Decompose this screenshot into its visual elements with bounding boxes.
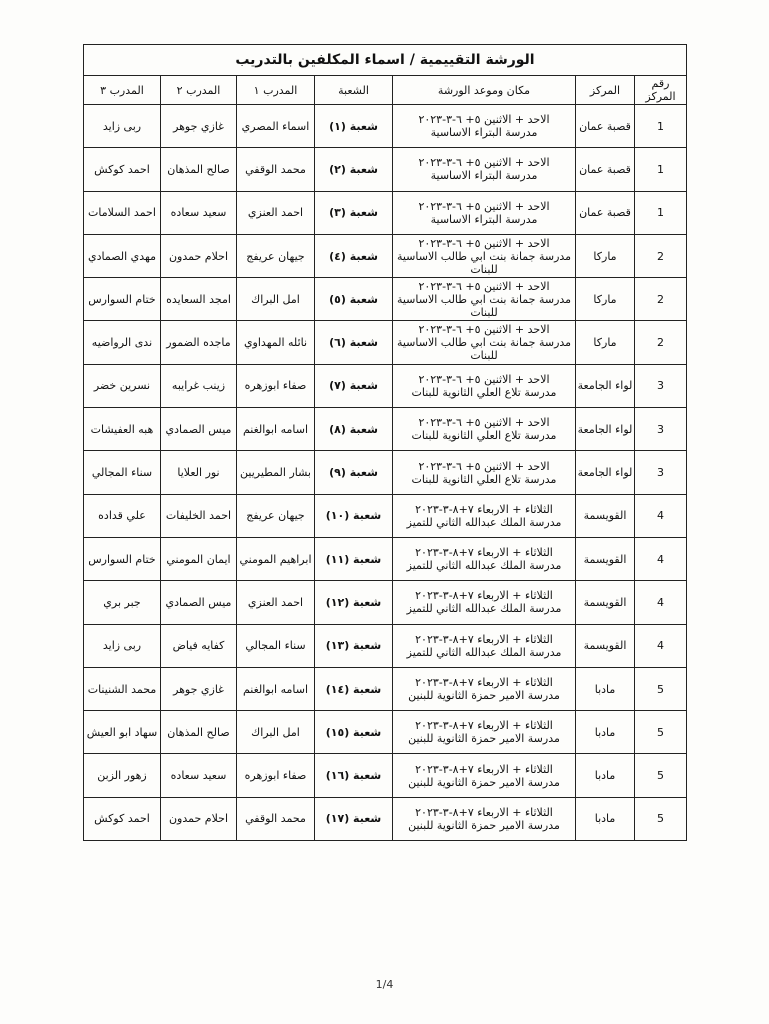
workshop-date: الثلاثاء + الاربعاء ٧+٨-٣-٢٠٢٣ xyxy=(415,502,553,516)
section-cell: شعبة (١٧) xyxy=(315,797,393,840)
center-number-cell: 4 xyxy=(635,494,687,537)
center-number-cell: 4 xyxy=(635,581,687,624)
trainer-1-cell: امل البراك xyxy=(237,278,315,321)
center-number-cell: 5 xyxy=(635,797,687,840)
trainer-3-cell: جبر بري xyxy=(83,581,160,624)
workshop-date: الثلاثاء + الاربعاء ٧+٨-٣-٢٠٢٣ xyxy=(415,676,553,689)
trainer-3-cell: سناء المجالي xyxy=(83,451,160,494)
center-cell: مادبا xyxy=(576,754,635,797)
trainer-2-cell: سعيد سعاده xyxy=(161,191,237,234)
trainer-2-cell: غازي جوهر xyxy=(161,667,237,710)
table-row xyxy=(83,278,686,321)
header-center-no: رقم المركز xyxy=(635,76,687,105)
workshop-school: مدرسة البتراء الاساسية xyxy=(430,169,538,183)
table-title: الورشة التقييمية / اسماء المكلفين بالتدريب xyxy=(83,45,686,76)
center-number-cell: 2 xyxy=(635,278,687,321)
table-row xyxy=(83,537,686,580)
workshop-date: الاحد + الاثنين ٥+ ٦-٣-٢٠٢٣ xyxy=(418,199,550,213)
place-cell xyxy=(393,494,576,537)
section-cell: شعبة (٨) xyxy=(315,408,393,451)
workshop-date: الاحد + الاثنين ٥+ ٦-٣-٢٠٢٣ xyxy=(418,459,550,473)
trainer-2-cell: زينب غرايبه xyxy=(161,364,237,407)
trainer-3-cell: علي قداده xyxy=(83,494,160,537)
workshop-school: مدرسة جمانة بنت ابي طالب الاساسية للبنات xyxy=(396,292,572,319)
section-cell: شعبة (١٥) xyxy=(315,711,393,754)
center-cell: مادبا xyxy=(576,667,635,710)
trainer-2-cell: نور العلايا xyxy=(161,451,237,494)
trainer-3-cell: ندى الرواضيه xyxy=(83,321,160,364)
center-number-cell: 3 xyxy=(635,364,687,407)
trainer-1-cell: احمد العنزي xyxy=(237,191,315,234)
section-cell: شعبة (١٠) xyxy=(315,494,393,537)
trainer-2-cell: صالح المذهان xyxy=(161,148,237,191)
workshop-school: مدرسة البتراء الاساسية xyxy=(430,126,538,140)
trainer-1-cell: نائله المهداوي xyxy=(237,321,315,364)
place-cell xyxy=(393,191,576,234)
table-row xyxy=(83,624,686,667)
place-cell xyxy=(393,321,576,364)
header-trainer-1: المدرب ١ xyxy=(237,76,315,105)
trainer-2-cell: صالح المذهان xyxy=(161,711,237,754)
trainer-2-cell: ماجده الضمور xyxy=(161,321,237,364)
table-row xyxy=(83,754,686,797)
workshop-date: الاحد + الاثنين ٥+ ٦-٣-٢٠٢٣ xyxy=(418,372,550,386)
workshop-school: مدرسة الملك عبدالله الثاني للتميز xyxy=(406,645,562,659)
table-row xyxy=(83,494,686,537)
center-cell: ماركا xyxy=(576,278,635,321)
place-cell xyxy=(393,624,576,667)
workshop-date: الاحد + الاثنين ٥+ ٦-٣-٢٠٢٣ xyxy=(418,279,550,293)
section-cell: شعبة (٤) xyxy=(315,234,393,277)
table-row xyxy=(83,711,686,754)
center-number-cell: 3 xyxy=(635,451,687,494)
trainer-3-cell: ختام السوارس xyxy=(83,537,160,580)
section-cell: شعبة (١٢) xyxy=(315,581,393,624)
workshop-school: مدرسة جمانة بنت ابي طالب الاساسية للبنات xyxy=(396,336,572,363)
place-cell xyxy=(393,581,576,624)
document-sheet xyxy=(84,44,687,841)
workshop-school: مدرسة الامير حمزة الثانوية للبنين xyxy=(408,775,560,789)
trainer-1-cell: جيهان عريفج xyxy=(237,234,315,277)
center-cell: مادبا xyxy=(576,711,635,754)
place-cell xyxy=(393,278,576,321)
trainer-1-cell: جيهان عريفج xyxy=(237,494,315,537)
workshop-school: مدرسة جمانة بنت ابي طالب الاساسية للبنات xyxy=(396,249,572,276)
center-number-cell: 5 xyxy=(635,711,687,754)
center-number-cell: 1 xyxy=(635,148,687,191)
trainer-3-cell: زهور الزبن xyxy=(83,754,160,797)
trainer-3-cell: ربى زايد xyxy=(83,105,160,148)
center-cell: ماركا xyxy=(576,234,635,277)
trainer-3-cell: سهاد ابو العيش xyxy=(83,711,160,754)
trainer-3-cell: احمد كوكش xyxy=(83,148,160,191)
table-body xyxy=(83,105,686,841)
workshop-date: الثلاثاء + الاربعاء ٧+٨-٣-٢٠٢٣ xyxy=(415,546,553,560)
header-trainer-2: المدرب ٢ xyxy=(161,76,237,105)
center-number-cell: 5 xyxy=(635,667,687,710)
section-cell: شعبة (٩) xyxy=(315,451,393,494)
workshop-school: مدرسة الملك عبدالله الثاني للتميز xyxy=(406,559,562,573)
workshop-date: الاحد + الاثنين ٥+ ٦-٣-٢٠٢٣ xyxy=(418,416,550,430)
center-number-cell: 1 xyxy=(635,105,687,148)
table-row xyxy=(83,148,686,191)
table-row xyxy=(83,105,686,148)
center-cell: القويسمة xyxy=(576,537,635,580)
section-cell: شعبة (٣) xyxy=(315,191,393,234)
center-cell: القويسمة xyxy=(576,494,635,537)
place-cell xyxy=(393,797,576,840)
center-cell: لواء الجامعة xyxy=(576,451,635,494)
table-row xyxy=(83,581,686,624)
workshop-date: الاحد + الاثنين ٥+ ٦-٣-٢٠٢٣ xyxy=(418,236,550,250)
center-number-cell: 1 xyxy=(635,191,687,234)
trainer-1-cell: محمد الوقفي xyxy=(237,797,315,840)
center-cell: القويسمة xyxy=(576,581,635,624)
trainer-1-cell: امل البراك xyxy=(237,711,315,754)
workshop-date: الثلاثاء + الاربعاء ٧+٨-٣-٢٠٢٣ xyxy=(415,589,553,603)
trainer-1-cell: اسامه ابوالغنم xyxy=(237,408,315,451)
section-cell: شعبة (١٦) xyxy=(315,754,393,797)
header-center: المركز xyxy=(576,76,635,105)
workshop-date: الاحد + الاثنين ٥+ ٦-٣-٢٠٢٣ xyxy=(418,113,550,127)
trainer-3-cell: ختام السوارس xyxy=(83,278,160,321)
center-number-cell: 5 xyxy=(635,754,687,797)
trainer-2-cell: كفايه فياض xyxy=(161,624,237,667)
workshop-date: الثلاثاء + الاربعاء ٧+٨-٣-٢٠٢٣ xyxy=(415,719,553,733)
trainer-1-cell: ابراهيم المومني xyxy=(237,537,315,580)
workshop-date: الاحد + الاثنين ٥+ ٦-٣-٢٠٢٣ xyxy=(418,323,550,337)
trainer-2-cell: امجد السعايده xyxy=(161,278,237,321)
trainer-1-cell: سناء المجالي xyxy=(237,624,315,667)
place-cell xyxy=(393,105,576,148)
table-row xyxy=(83,321,686,364)
page-number: 1/4 xyxy=(375,978,394,991)
center-cell: قصبة عمان xyxy=(576,191,635,234)
trainer-3-cell: محمد الشنينات xyxy=(83,667,160,710)
center-cell: القويسمة xyxy=(576,624,635,667)
trainer-2-cell: ايمان المومني xyxy=(161,537,237,580)
place-cell xyxy=(393,451,576,494)
table-row xyxy=(83,364,686,407)
place-cell xyxy=(393,537,576,580)
header-section: الشعبة xyxy=(315,76,393,105)
workshop-date: الاحد + الاثنين ٥+ ٦-٣-٢٠٢٣ xyxy=(418,156,550,170)
table-row xyxy=(83,408,686,451)
header-row xyxy=(83,76,686,105)
place-cell xyxy=(393,408,576,451)
workshop-school: مدرسة البتراء الاساسية xyxy=(430,212,538,226)
table-row xyxy=(83,234,686,277)
trainer-2-cell: ميس الصمادي xyxy=(161,581,237,624)
workshop-school: مدرسة تلاع العلي الثانوية للبنات xyxy=(411,472,557,486)
center-number-cell: 3 xyxy=(635,408,687,451)
trainer-1-cell: محمد الوقفي xyxy=(237,148,315,191)
workshop-date: الثلاثاء + الاربعاء ٧+٨-٣-٢٠٢٣ xyxy=(415,632,553,646)
section-cell: شعبة (٦) xyxy=(315,321,393,364)
center-number-cell: 2 xyxy=(635,234,687,277)
trainer-1-cell: احمد العنزي xyxy=(237,581,315,624)
center-number-cell: 2 xyxy=(635,321,687,364)
workshop-school: مدرسة الملك عبدالله الثاني للتميز xyxy=(406,515,562,529)
center-cell: لواء الجامعة xyxy=(576,408,635,451)
table-row xyxy=(83,797,686,840)
workshop-date: الثلاثاء + الاربعاء ٧+٨-٣-٢٠٢٣ xyxy=(415,762,553,776)
trainer-2-cell: احمد الخليفات xyxy=(161,494,237,537)
section-cell: شعبة (٢) xyxy=(315,148,393,191)
workshop-school: مدرسة الامير حمزة الثانوية للبنين xyxy=(408,818,560,832)
workshop-date: الثلاثاء + الاربعاء ٧+٨-٣-٢٠٢٣ xyxy=(415,805,553,819)
trainer-3-cell: هبه العفيشات xyxy=(83,408,160,451)
place-cell xyxy=(393,148,576,191)
header-trainer-3: المدرب ٣ xyxy=(83,76,160,105)
trainer-2-cell: غازي جوهر xyxy=(161,105,237,148)
trainer-2-cell: سعيد سعاده xyxy=(161,754,237,797)
header-place: مكان وموعد الورشة xyxy=(393,76,576,105)
trainer-1-cell: صفاء ابوزهره xyxy=(237,364,315,407)
place-cell xyxy=(393,234,576,277)
center-cell: ماركا xyxy=(576,321,635,364)
section-cell: شعبة (٥) xyxy=(315,278,393,321)
place-cell xyxy=(393,667,576,710)
trainer-2-cell: احلام حمدون xyxy=(161,234,237,277)
trainer-3-cell: مهدي الصمادي xyxy=(83,234,160,277)
trainer-1-cell: اسماء المصري xyxy=(237,105,315,148)
section-cell: شعبة (١٣) xyxy=(315,624,393,667)
section-cell: شعبة (١) xyxy=(315,105,393,148)
trainer-2-cell: احلام حمدون xyxy=(161,797,237,840)
workshop-school: مدرسة تلاع العلي الثانوية للبنات xyxy=(411,385,557,399)
workshop-school: مدرسة الامير حمزة الثانوية للبنين xyxy=(408,689,560,702)
place-cell xyxy=(393,364,576,407)
trainer-3-cell: احمد السلامات xyxy=(83,191,160,234)
center-cell: قصبة عمان xyxy=(576,105,635,148)
place-cell xyxy=(393,711,576,754)
trainer-3-cell: احمد كوكش xyxy=(83,797,160,840)
workshop-school: مدرسة الامير حمزة الثانوية للبنين xyxy=(408,732,560,746)
center-number-cell: 4 xyxy=(635,537,687,580)
workshop-school: مدرسة الملك عبدالله الثاني للتميز xyxy=(406,602,562,616)
center-cell: مادبا xyxy=(576,797,635,840)
center-cell: قصبة عمان xyxy=(576,148,635,191)
trainer-3-cell: نسرين خضر xyxy=(83,364,160,407)
trainer-1-cell: اسامه ابوالغنم xyxy=(237,667,315,710)
trainers-table xyxy=(83,44,687,841)
section-cell: شعبة (١٤) xyxy=(315,667,393,710)
table-row xyxy=(83,451,686,494)
place-cell xyxy=(393,754,576,797)
section-cell: شعبة (٧) xyxy=(315,364,393,407)
center-cell: لواء الجامعة xyxy=(576,364,635,407)
trainer-1-cell: صفاء ابوزهره xyxy=(237,754,315,797)
center-number-cell: 4 xyxy=(635,624,687,667)
trainer-2-cell: ميس الصمادي xyxy=(161,408,237,451)
trainer-3-cell: ربى زايد xyxy=(83,624,160,667)
workshop-school: مدرسة تلاع العلي الثانوية للبنات xyxy=(411,429,557,443)
table-row xyxy=(83,667,686,710)
trainer-1-cell: بشار المطيريين xyxy=(237,451,315,494)
table-row xyxy=(83,191,686,234)
section-cell: شعبة (١١) xyxy=(315,537,393,580)
